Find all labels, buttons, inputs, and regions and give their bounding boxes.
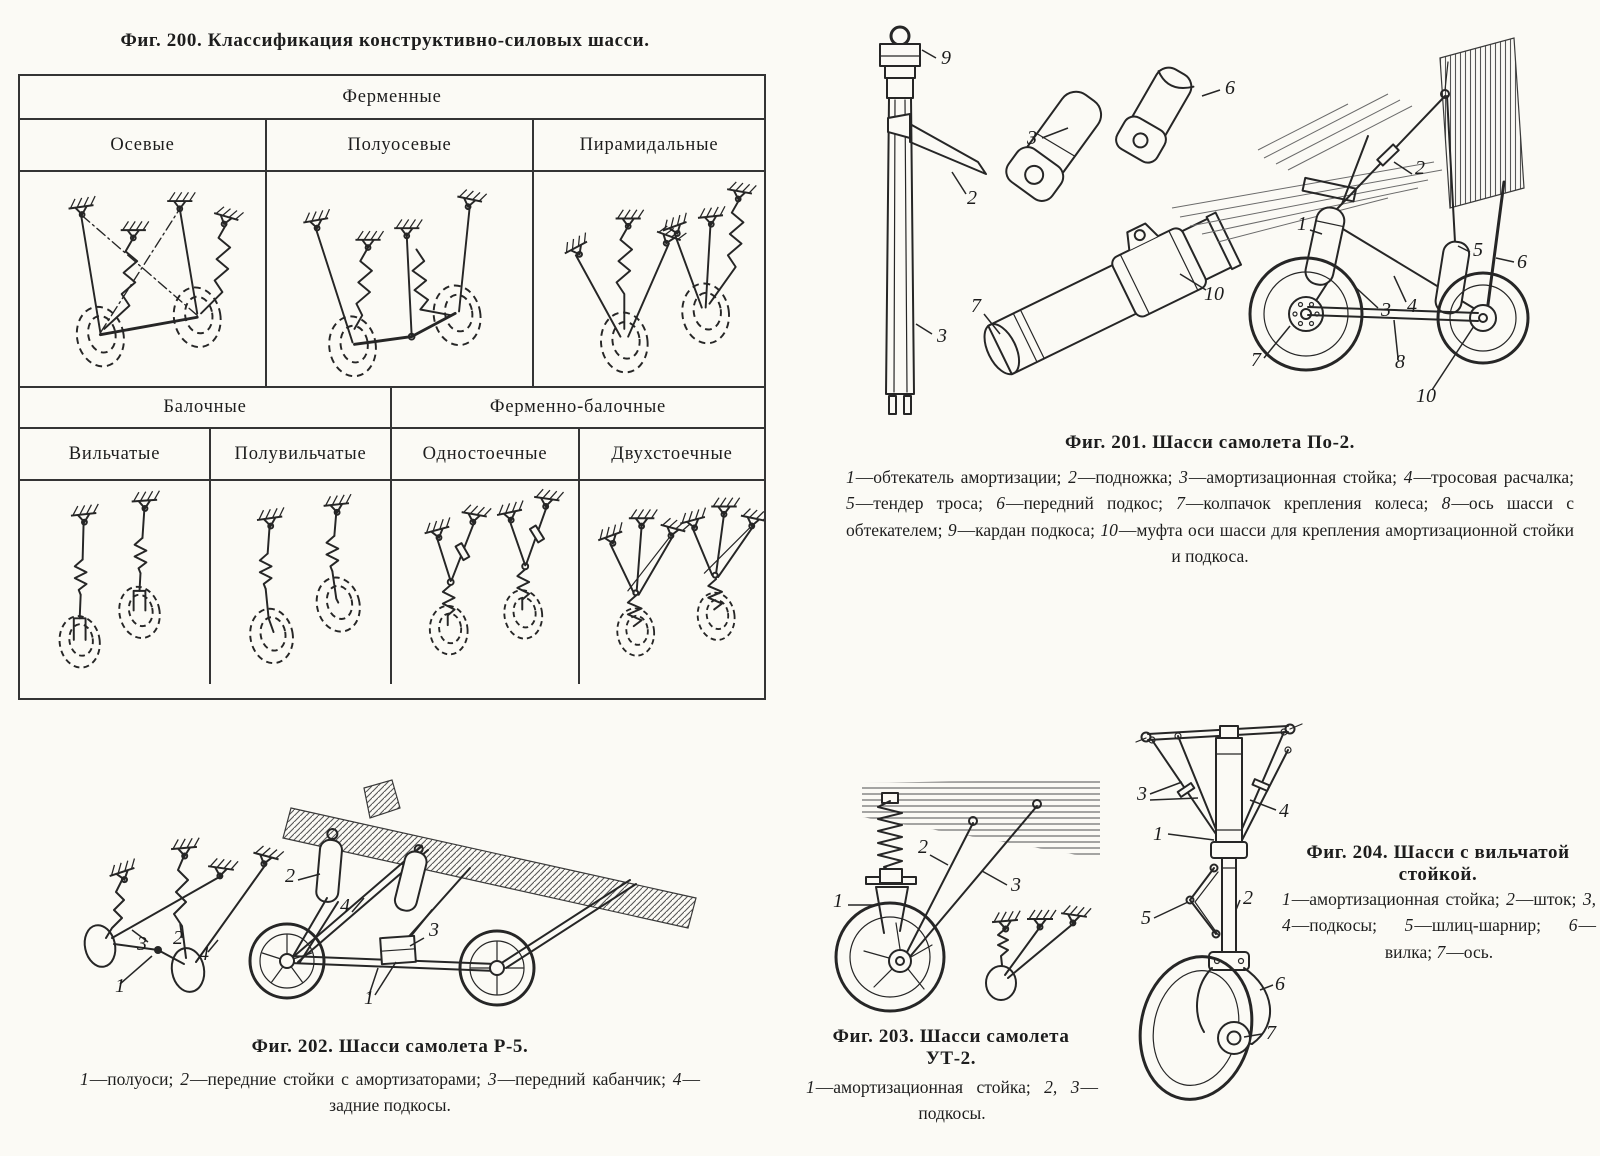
- table-header-odnostoechnye: Одностоечные: [390, 429, 578, 479]
- fig201-illustration: [828, 12, 1598, 420]
- svg-text:4: 4: [199, 943, 209, 965]
- table-header-fermenno-balochnye: Ферменно-балочные: [390, 388, 764, 427]
- svg-text:6: 6: [1517, 251, 1527, 273]
- poluvilchatye-schematic: [211, 481, 390, 684]
- svg-text:5: 5: [1141, 907, 1151, 929]
- svg-text:10: 10: [1204, 283, 1224, 305]
- svg-text:6: 6: [1275, 973, 1285, 995]
- fig204-legend: 1—амортизационная стойка; 2—шток; 3, 4—подкосы; 5—шлиц-шарнир; 6—вилка; 7—ось.: [1282, 889, 1596, 962]
- svg-text:5: 5: [1473, 239, 1483, 261]
- svg-text:10: 10: [1416, 385, 1436, 407]
- svg-text:1: 1: [1153, 823, 1163, 845]
- svg-text:1: 1: [115, 975, 125, 997]
- svg-text:3: 3: [1381, 299, 1391, 321]
- table-header-poluvilchatye: Полувильчатые: [209, 429, 390, 479]
- svg-text:2: 2: [1243, 887, 1253, 909]
- table-header-fermennye: Ферменные: [342, 86, 442, 107]
- poluosevye-schematic: [267, 172, 532, 386]
- odnostoechnye-schematic: [392, 481, 578, 684]
- svg-text:2: 2: [967, 187, 977, 209]
- svg-text:4: 4: [340, 895, 350, 917]
- svg-text:3: 3: [1027, 127, 1037, 149]
- svg-text:6: 6: [1225, 77, 1235, 99]
- fig203-illustration: [802, 755, 1102, 1013]
- fig203-callouts: [833, 836, 1021, 912]
- fig201-caption: Фиг. 201. Шасси самолета По-2.: [1064, 432, 1356, 453]
- fig201-legend: 1—обтекатель амортизации; 2—подножка; 3—амортизационная стойка; 4—тросовая расчалка; 5—тендер троса; 6—передний подкос; 7—колпачок крепления колеса; 8—ось шасси с обтекателем; 9—кардан подкоса; 10—муфта оси шасси для крепления амортизационной стойки и подкоса.: [846, 467, 1575, 566]
- fig202-illustration: [66, 762, 726, 1014]
- fig202-legend: 1—полуоси; 2—передние стойки с амортизаторами; 3—передний кабанчик; 4—задние подкосы.: [80, 1069, 701, 1116]
- svg-text:7: 7: [971, 295, 981, 317]
- diagram-osevye: [20, 172, 265, 386]
- diagram-dvukhstoechnye: [578, 481, 764, 684]
- svg-text:4: 4: [1279, 800, 1289, 822]
- table-header-dvukhstoechnye: Двухстоечные: [578, 429, 764, 479]
- svg-text:2: 2: [1415, 157, 1425, 179]
- svg-text:1: 1: [364, 987, 374, 1009]
- table-header-osevye: Осевые: [110, 134, 175, 155]
- svg-text:3: 3: [937, 325, 947, 347]
- fig200-title: Фиг. 200. Классификация конструктивно-силовых шасси.: [120, 30, 650, 51]
- osevye-schematic: [20, 172, 265, 386]
- fig200-classification-table: [18, 74, 766, 700]
- diagram-poluvilchatye: [209, 481, 390, 684]
- diagram-poluosevye: [265, 172, 532, 386]
- svg-text:2: 2: [918, 836, 928, 858]
- vilchatye-schematic: [20, 481, 209, 684]
- svg-text:1: 1: [833, 890, 843, 912]
- svg-text:7: 7: [1251, 349, 1261, 371]
- svg-text:2: 2: [173, 927, 183, 949]
- table-header-poluosevye: Полуосевые: [265, 120, 532, 170]
- svg-text:7: 7: [1266, 1022, 1276, 1044]
- diagram-odnostoechnye: [390, 481, 578, 684]
- table-header-vilchatye: Вильчатые: [68, 443, 161, 464]
- diagram-piramidalnye: [532, 172, 764, 386]
- fig203-legend: 1—амортизационная стойка; 2, 3—подкосы.: [806, 1077, 1099, 1124]
- table-header-piramidalnye: Пирамидальные: [532, 120, 764, 170]
- svg-text:3: 3: [1137, 783, 1147, 805]
- fig204-caption: Фиг. 204. Шасси с вильчатой стойкой.: [1306, 842, 1570, 885]
- svg-text:3: 3: [1011, 874, 1021, 896]
- fig202-caption: Фиг. 202. Шасси самолета Р-5.: [251, 1036, 529, 1057]
- svg-text:2: 2: [285, 865, 295, 887]
- svg-text:4: 4: [1407, 295, 1417, 317]
- svg-text:3: 3: [429, 919, 439, 941]
- piramidalnye-schematic: [534, 172, 764, 386]
- fig203-caption: Фиг. 203. Шасси самолета УТ-2.: [832, 1026, 1070, 1069]
- svg-text:9: 9: [941, 47, 951, 69]
- svg-text:1: 1: [1297, 213, 1307, 235]
- dvukhstoechnye-schematic: [580, 481, 764, 684]
- svg-text:3: 3: [137, 933, 147, 955]
- diagram-vilchatye: [20, 481, 209, 684]
- svg-text:8: 8: [1395, 351, 1405, 373]
- table-header-balochnye: Балочные: [163, 397, 247, 417]
